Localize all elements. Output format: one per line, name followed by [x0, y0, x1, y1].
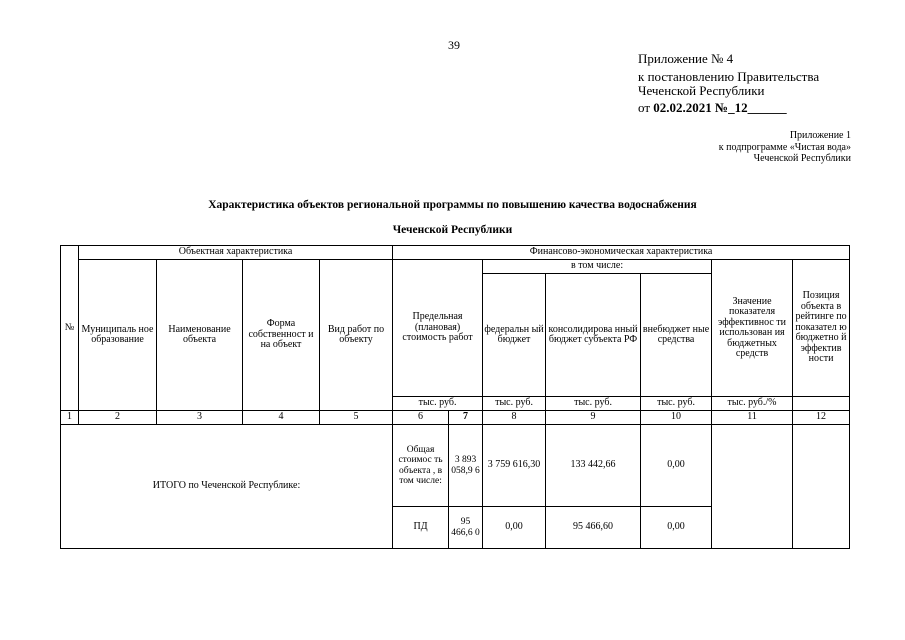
header-ownership: Форма собственност и на объект [243, 260, 320, 411]
sub-appendix-block [719, 130, 851, 165]
header-financial-characteristics: Финансово-экономическая характеристика [393, 246, 850, 260]
appendix-line-3: Чеченской Республики [638, 83, 765, 98]
col-number: 1 [61, 411, 79, 425]
pd-extrabudget-value: 0,00 [641, 507, 712, 549]
header-no: № [61, 246, 79, 411]
sub-appendix-line-2: к подпрограмме «Чистая вода» [718, 141, 851, 153]
col-number: 9 [546, 411, 641, 425]
appendix-line-2: к постановлению Правительства [638, 69, 820, 84]
col-number: 10 [641, 411, 712, 425]
rating-value [793, 425, 850, 549]
header-including: в том числе: [483, 260, 712, 274]
col-number: 6 [393, 411, 449, 425]
total-label: ИТОГО по Чеченской Республике: [61, 425, 393, 549]
unit-cost: тыс. руб. [393, 397, 483, 411]
page-number: 39 [448, 38, 460, 52]
col-number: 2 [79, 411, 157, 425]
header-rating: Позиция объекта в рейтинге по показател ю бюджетно й эффектив ности [793, 260, 850, 397]
header-object-characteristics: Объектная характеристика [79, 246, 393, 260]
appendix-block [638, 52, 819, 115]
unit-federal: тыс. руб. [483, 397, 546, 411]
col-number: 4 [243, 411, 320, 425]
col-number: 7 [449, 411, 483, 425]
document-subtitle: Чеченской Республики [392, 224, 513, 236]
header-efficiency: Значение показателя эффективнос ти использован ия бюджетных средств [712, 260, 793, 397]
appendix-date-value: 02.02.2021 №_12______ [653, 100, 787, 115]
pd-consolidated-value: 95 466,60 [546, 507, 641, 549]
col-number: 8 [483, 411, 546, 425]
appendix-date-line [638, 101, 819, 115]
total-extrabudget-value: 0,00 [641, 425, 712, 507]
objects-table [60, 245, 850, 549]
unit-consolidated: тыс. руб. [546, 397, 641, 411]
col-number: 5 [320, 411, 393, 425]
appendix-title: Приложение № 4 [638, 51, 734, 66]
col-number: 12 [793, 411, 850, 425]
header-work-type: Вид работ по объекту [320, 260, 393, 411]
unit-efficiency: тыс. руб./% [712, 397, 793, 411]
sub-appendix-line-3: Чеченской Республики [753, 153, 851, 164]
total-cost-label: Общая стоимос ть объекта , в том числе: [393, 425, 449, 507]
header-extrabudget: внебюджет ные средства [641, 274, 712, 397]
total-federal-value: 3 759 616,30 [483, 425, 546, 507]
header-object-name: Наименование объекта [157, 260, 243, 411]
header-max-cost: Предельная (плановая) стоимость работ [393, 260, 483, 397]
unit-rating [793, 397, 850, 411]
table-row [61, 425, 850, 507]
unit-extrabudget: тыс. руб. [641, 397, 712, 411]
appendix-date-prefix: от [638, 100, 654, 115]
header-federal-budget: федеральн ый бюджет [483, 274, 546, 397]
col-number: 3 [157, 411, 243, 425]
header-municipality: Муниципаль ное образование [79, 260, 157, 411]
pd-federal-value: 0,00 [483, 507, 546, 549]
header-consolidated-budget: консолидирова нный бюджет субъекта РФ [546, 274, 641, 397]
sub-appendix-line-1: Приложение 1 [789, 130, 851, 141]
pd-label: ПД [393, 507, 449, 549]
document-title: Характеристика объектов региональной программы по повышению качества водоснабжения [208, 199, 697, 211]
efficiency-value [712, 425, 793, 549]
pd-cost-value: 95 466,6 0 [449, 507, 483, 549]
column-number-row [61, 411, 850, 425]
total-cost-value: 3 893 058,9 6 [449, 425, 483, 507]
total-consolidated-value: 133 442,66 [546, 425, 641, 507]
col-number: 11 [712, 411, 793, 425]
